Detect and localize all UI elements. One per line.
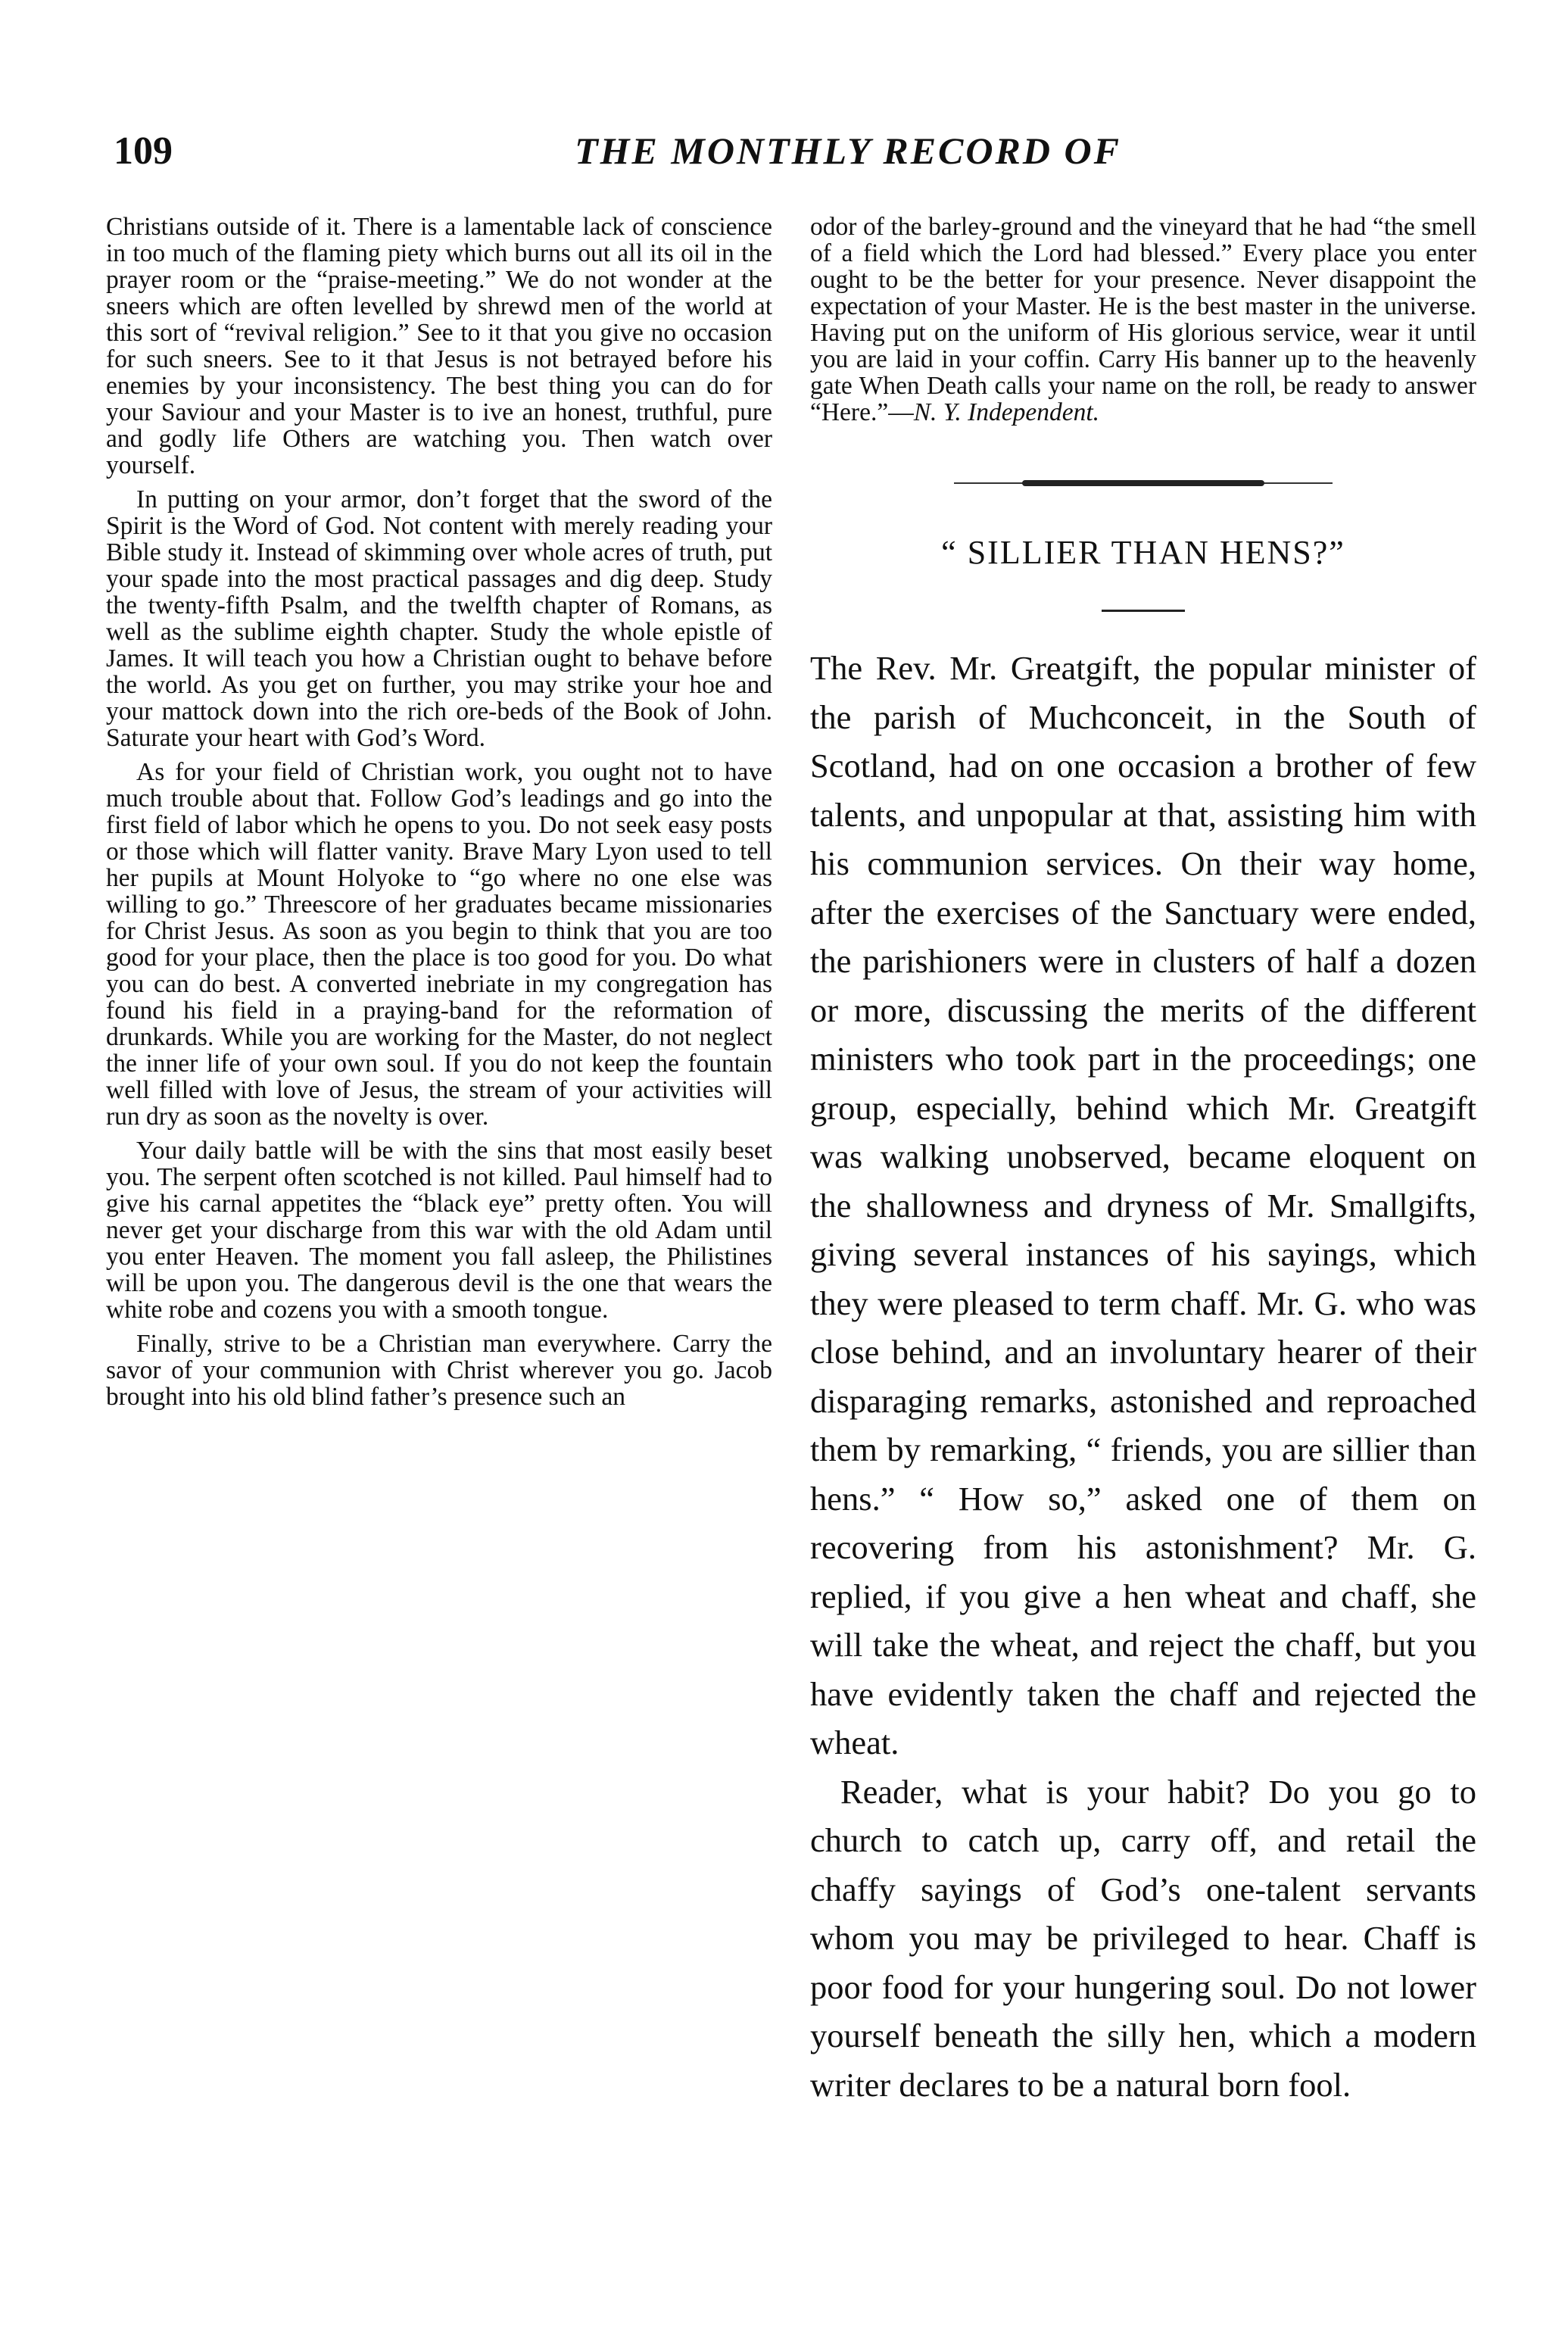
article-title: “ SILLIER THAN HENS?” [941,534,1345,571]
title-rule [1102,610,1185,612]
divider-thick-line [1022,480,1264,486]
left-paragraph: Christians outside of it. There is a lamentable lack of conscience in too much of the flaming piety which burns out all its oil in the prayer room or the “praise-meeting.” We do not wonder at the sneers which are often levelled by shrewd men of the world at this sort of “revival religion.” See to it that you give no occasion for such sneers. See to it that Jesus is not betrayed before his enemies by your inconsistency. The best thing you can do for your Saviour and your Master is to ive an honest, truthful, pure and godly life Others are watching you. Then watch over yourself. [106,213,772,479]
page-number: 109 [114,129,173,173]
source-credit: N. Y. Independent. [913,398,1100,426]
running-head: THE MONTHLY RECORD OF [575,129,1121,172]
left-paragraph: Your daily battle will be with the sins that most easily beset you. The serpent often scotched is not killed. Paul himself had to give his carnal appetites the “black eye” pretty often. You will never get your discharge from this war with the old Adam until you enter Heaven. The moment you fall asleep, the Philistines will be upon you. The dangerous devil is the one that wears the white robe and cozens you with a smooth tongue. [106,1137,772,1324]
continued-paragraph [810,214,1476,426]
left-paragraph: As for your field of Christian work, you ought not to have much trouble about that. Follow God’s leadings and go into the first field of labor which he opens to you. Do not seek easy posts or those which will flatter vanity. Brave Mary Lyon used to tell her pupils at Mount Holyoke to “go where no one else was willing to go.” Threescore of her graduates became missionaries for Christ Jesus. As soon as you begin to think that you are too good for your place, then the place is too good for you. Do what you can do best. A converted inebriate in my congregation has found his field in a praying-band for the reformation of drunkards. While you are working for the Master, do not neglect the inner life of your own soul. If you do not keep the fountain well filled with love of Jesus, the stream of your activities will run dry as soon as the novelty is over. [106,758,772,1131]
right-column [810,214,1476,2109]
left-paragraph: Finally, strive to be a Christian man everywhere. Carry the savor of your communion with Christ wherever you go. Jacob brought into his old blind father’s presence such an [106,1330,772,1411]
continued-text: odor of the barley-ground and the vineyard that he had “the smell of a field which the Lord had blessed.” Every place you enter ought to be the better for your presence. Never disappoint the expectation of your Master. He is the best master in the universe. Having put on the uniform of His glorious service, wear it until you are laid in your coffin. Carry His banner up to the heavenly gate When Death calls your name on the roll, be ready to answer “Here.”— [810,213,1476,426]
article-paragraph: The Rev. Mr. Greatgift, the popular minister of the parish of Muchconceit, in the South of Scotland, had on one occasion a brother of few talents, and unpopular at that, assisting him with his communion services. On their way home, after the exercises of the Sanctuary were ended, the parishioners were in clusters of half a dozen or more, discussing the merits of the different ministers who took part in the proceedings; one group, especially, behind which Mr. Greatgift was walking unobserved, became eloquent on the shallowness and dryness of Mr. Smallgifts, giving several instances of his sayings, which they were pleased to term chaff. Mr. G. who was close behind, and an involuntary hearer of their disparaging remarks, astonished and reproached them by remarking, “ friends, you are sillier than hens.” “ How so,” asked one of them on recovering from his astonishment? Mr. G. replied, if you give a hen wheat and chaff, she will take the wheat, and reject the chaff, but you have evidently taken the chaff and rejected the wheat. [810,649,1476,1761]
page-header [114,129,1476,189]
left-paragraph: In putting on your armor, don’t forget that the sword of the Spirit is the Word of God. Not content with merely reading your Bible study it. Instead of skimming over whole acres of truth, put your spade into the most practical passages and dig deep. Study the twenty-fifth Psalm, and the twelfth chapter of Romans, as well as the sublime eighth chapter. Study the whole epistle of James. It will teach you how a Christian ought to behave before the world. As you get on further, you may strike your hoe and your mattock down into the rich ore-beds of the Book of John. Saturate your heart with God’s Word. [106,485,772,752]
ornamental-divider [954,479,1333,488]
left-column [106,214,772,1418]
article-paragraph: Reader, what is your habit? Do you go to church to catch up, carry off, and retail the chaffy sayings of God’s one-talent servants whom you may be privileged to hear. Chaff is poor food for your hungering soul. Do not lower yourself beneath the silly hen, which a modern writer declares to be a natural born fool. [810,1772,1476,2104]
